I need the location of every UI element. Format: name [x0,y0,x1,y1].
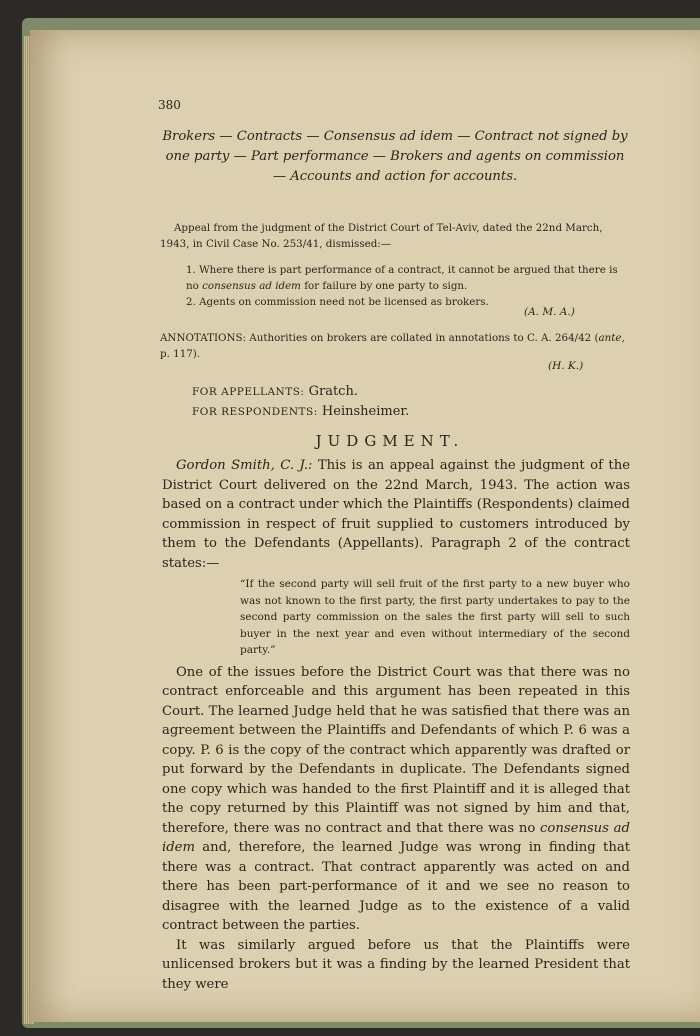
judge-name: Gordon Smith, C. J.: [176,458,313,473]
judgment-title: JUDGMENT. [315,432,465,450]
reporter-signature-1: (A. M. A.) [524,306,575,318]
counsel-respondents: FOR RESPONDENTS: Heinsheimer. [192,404,410,419]
headnote: Brokers — Contracts — Consensus ad idem — Contract not signed by one party — Part performance — Brokers and agents on commission — Accounts and action for accounts. [162,129,628,184]
reporter-signature-2: (H. K.) [548,360,584,372]
held-item-2: 2. Agents on commission need not be licensed as brokers. [186,296,489,308]
paragraph-1: Gordon Smith, C. J.: This is an appeal against the judgment of the District Court delivered on the 22nd March, 1943. The action was based on a contract under which the Plaintiffs (Respondents) claimed commission in respect of fruit supplied to customers introduced by them to the Defendants (Appellants). Paragraph 2 of the contract states:— [162,458,631,571]
judgment-body [162,456,630,994]
page-number: 380 [158,98,181,112]
annotations-label: ANNOTATIONS: [160,332,246,344]
contract-quote: “If the second party will sell fruit of the first party to a new buyer who was not known to the first party, the first party undertakes to pay to the second party commission on the sales the first party will sell to such buyer in the next year and even without intermediary of the second party.” [240,578,630,656]
counsel-appellants: FOR APPELLANTS: Gratch. [192,384,358,399]
held-item-1: 1. Where there is part performance of a contract, it cannot be argued that there is no consensus ad idem for failure by one party to sign. [186,264,618,292]
paragraph-2: One of the issues before the District Court was that there was no contract enforceable and this argument has been repeated in this Court. The learned Judge held that he was satisfied that there was an agreement between the Plaintiffs and Defendants of which P. 6 was a copy. P. 6 is the copy of the contract which apparently was drafted or put forward by the Defendants in duplicate. The Defendants signed one copy which was handed to the first Plaintiff and it is alleged that the copy returned by this Plaintiff was not signed by him and that, therefore, there was no contract and that there was no consensus ad idem and, therefore, the learned Judge was wrong in finding that there was a contract. That contract apparently was acted on and there has been part-performance of it and we see no reason to disagree with the learned Judge as to the existence of a valid contract between the parties. [162,664,630,933]
held-list [186,262,626,310]
annotations: ANNOTATIONS: Authorities on brokers are collated in annotations to C. A. 264/42 (ante, p. 117). [160,332,625,360]
counsel-list [192,382,409,422]
paragraph-3: It was similarly argued before us that the Plaintiffs were unlicensed brokers but it was a finding by the learned President that they were [162,937,630,992]
book-page [30,30,700,1022]
appeal-statement: Appeal from the judgment of the District Court of Tel-Aviv, dated the 22nd March, 1943, in Civil Case No. 253/41, dismissed:— [160,222,603,250]
